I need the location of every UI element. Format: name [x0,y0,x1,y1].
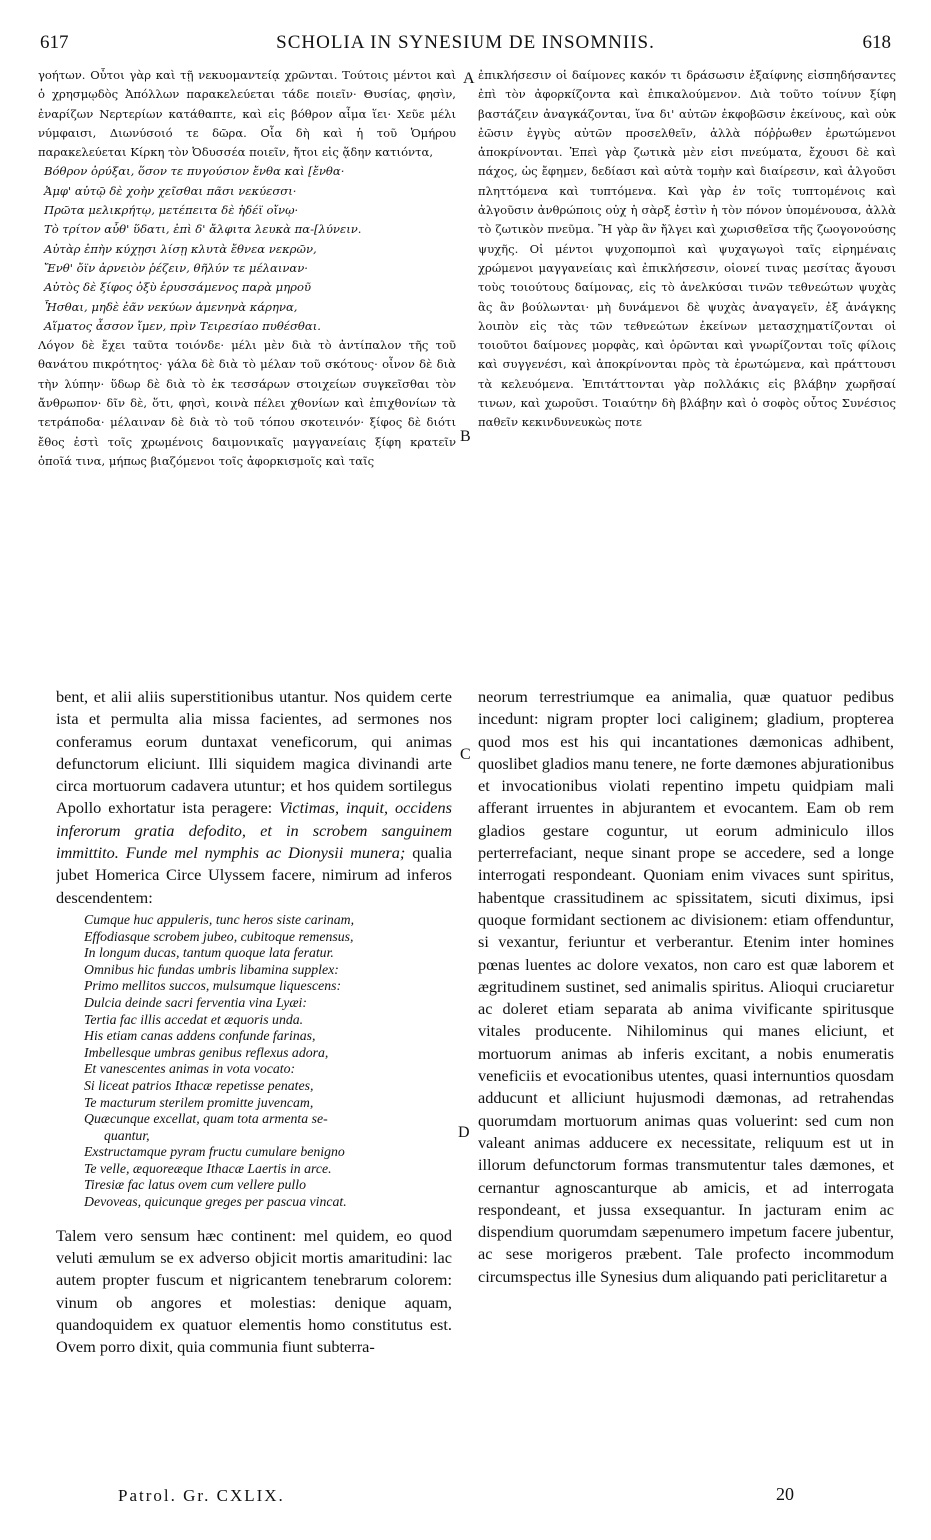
latin-left-paragraph-2: Talem vero sensum hæc continent: mel quidem, eo quod veluti æmulum se ex adverso objicit mortis amaritudini: lac autem propter fuscum et nigricantem tenebrarum colorem: vinum ob angores et molestias: denique aquam, quandoquidem ex quatuor elementis homo constitutus est. Ovem porro dixit, quia communia fiunt subterra- [56,1225,452,1357]
latin-left-paragraph-1 [56,686,452,909]
greek-right-text: ἐπικλήσεσιν οἱ δαίμονες κακόν τι δράσωσιν ἐξαίφνης εἰσπηδήσαντες ἐπὶ τὸν ἀφορκίζοντα καὶ ἐπικαλούμενον. Διὰ τοῦτο τοίνυν ξίφη βαστάζειν ἀναγκάζονται, ἵνα δι' αὐτῶν ἐκφοβῶσιν ἐκείνους, καὶ οὐκ ἐῶσιν ἐγγὺς αὐτῶν προσελθεῖν, ἀλλὰ πόῤῥωθεν ἐρωτώμενοι ἀποκρίνονται. Ἐπεὶ γὰρ ζωτικὰ μὲν εἰσι πνεύματα, ἔχουσι δὲ καὶ πάχος, ὡς ἔφημεν, δεδίασι καὶ αὐτὰ τομὴν καὶ διαίρεσιν, καὶ ἀλγοῦσι πληττόμενα καὶ τυπτόμενα. Καὶ γὰρ ἐν τοῖς τυπτομένοις καὶ ἀλγοῦσιν ἀνθρώποις οὐχ ἡ σὰρξ ἐστὶν ἡ τὸν πόνον ὑπομένουσα, ἀλλὰ τὸ ζωτικὸν πνεῦμα. Ἢ γὰρ ἂν ἤλγει καὶ χωρισθεῖσα τῆς ζωογονούσης ψυχῆς. Οἱ μέντοι ψυχοπομποὶ καὶ ψυχαγωγοὶ ταῖς εἰρημέναις χρώμενοι μαγγανείαις καὶ ἐπικλήσεσιν, οἱονεί τινας μεσίτας ἄγουσι τοὺς τοιούτους δαίμονας, εἰς τὸ ἀνελκύσαι τινῶν τεθνεώτων ψυχὰς ἃς ἂν βούλωνται· μὴ δυνάμενοι δὲ ψυχὰς ἀναγαγεῖν, ἐξ ἀνάγκης λοιπὸν εἰς τὰς τῶν τεθνεώτων ἐκείνων μετασχηματίζονται οἱ τοιοῦτοι δαίμονες μορφὰς, καὶ ὁρῶνται καὶ γνωρίζονται τοῖς φίλοις καὶ συγγενέσι, καὶ ἀποκρίνονται πρὸς τὰ ἐρωτώμενα, καὶ πράττουσι τὰ κελευόμενα. Ἐπιτάττονται γὰρ πολλάκις εἰς βλάβην χωρῆσαί τινων, καὶ χωροῦσι. Τοιαύτην δὴ βλάβην καὶ ὁ σοφὸς οὗτος Συνέσιος παθεῖν κεκινδυνευκὼς ποτε [478,68,896,430]
latin-verse-line: Primo mellitos succos, mulsumque liquescens: [84,978,342,994]
greek-verse-line: Ἀμφ' αὐτῷ δὲ χοὴν χεῖσθαι πᾶσι νεκύεσσι· [44,183,297,198]
latin-verse-line: Dulcia deinde sacri ferventia vina Lyæi: [84,994,307,1010]
section-marker-d: D [458,1124,470,1141]
section-marker-c: C [460,746,471,763]
greek-left-intro: γοήτων. Οὗτοι γὰρ καὶ τῇ νεκυομαντείᾳ χρῶνται. Τούτοις μέντοι καὶ ὁ χρησμῳδὸς Ἀπόλλων παρακελεύεται τάδε ποιεῖν· Θυσίας, φησὶν, ἐναρίζων Νερτερίων κατάθαπτε, καὶ εἰς βόθρον αἷμα ἵει· Χεῦε μέλι νύμφαισι, Διωνύσοιό τε δῶρα. Οἷα δὴ καὶ ἡ τοῦ Ὁμήρου παρακελεύεται Κίρκη τὸν Ὀδυσσέα ποιεῖν, ἤτοι εἰς ᾅδην κατιόντα, [38,68,456,160]
footer-sheet-number: 20 [776,1484,794,1504]
latin-verse-line: Imbellesque umbras genibus reflexus adora, [84,1044,329,1060]
latin-verse-line: Exstructamque pyram fructu cumulare benigno [84,1144,345,1160]
latin-verse-line: His etiam canas addens confunde farinas, [84,1028,316,1044]
latin-left-verses [56,912,452,1211]
latin-left-oracle: Victimas, inquit, occidens inferorum gratia defodito, et in scrobem sanguinem immittito. Funde mel nymphis ac Dionysii munera; [56,798,452,863]
latin-verse-line: Si liceat patrios Ithacæ repetisse penates, [84,1077,314,1093]
running-head [40,32,891,56]
greek-verse-line: Αὐτὸς δὲ ξίφος ὀξὺ ἐρυσσάμενος παρὰ μηροῦ [44,280,311,295]
footer-signature: Patrol. Gr. CXLIX. [118,1486,285,1505]
greek-verse-line: Αἵματος ἆσσον ἴμεν, πρὶν Τειρεσίαο πυθέσθαι. [44,318,321,333]
latin-left-text: bent, et alii aliis superstitionibus utantur. Nos quidem certe ista et permulta alia missa facientes, ad sermones nos conferamus eorum duntaxat veneficorum, qui animas defunctorum eliciunt. Illi siquidem magica divinandi arte circa mortuorum cadavera utuntur; et hos quidem sortilegus Apollo exhortatur ista peragere: [56,687,452,818]
latin-verse-line: quantur, [104,1127,150,1143]
section-marker-a: A [463,70,475,87]
latin-verse-line: Tiresiæ fac latus ovem cum vellere pullo [84,1177,306,1193]
latin-right-text: neorum terrestriumque ea animalia, quæ quatuor pedibus incedunt: nigram propter loci caliginem; gladium, propterea quod mos est his qui incantationes dæmonicas adhibent, quoslibet gladios manu tenere, ne forte dæmones abjurationibus et invocationibus violati repentino impetu quidpiam mali afferant irruentes in abjurantem et evocantem. Eam ob rem gladios gestare coguntur, ut eorum adminiculo illos perterrefaciant, neque sinant prope se accedere, sed a longe interrogati respondeant. Quoniam enim vivaces sunt spiritus, habentque crassitudinem ac spissitatem, sicuti diximus, ipsi quoque formidant sectionem ac divisionem: etiam offenduntur, si vexantur, feriuntur et verberantur. Etenim inter homines pœnas luentes ac dolore vexatos, non caro est quæ laborem et ægritudinem sustinet, sed animalis spiritus. Alioqui cruciaretur ac doleret etiam separata ab anima vivificante spiritusque vitales producente. Nihilominus qui manes eliciunt, et mortuorum animas ab inferis excitant, a nobis enumeratis veneficiis et evocationibus utentes, quasi internuntios quosdam adducunt et alliciunt hujusmodi dæmonas, ad retrahendas quorumdam mortuorum animas quas voluerint: sed cum non valeant animas adducere ex necessitate, reliquum est ut in illorum defunctorum formas transmutentur tales dæmones, et cernantur agnoscanturque ab amicis, et ad interrogata respondeant, et jussa exsequantur. In jacturam enim ac dispendium quorumdam sæpenumero impetum facere jubentur, ac sese morigeros præbent. Tale profecto incommodum circumspectus ille Synesius dum aliquando pati periclitaretur a [478,687,894,1286]
greek-verse-line: Ἧσθαι, μηδὲ ἐᾶν νεκύων ἀμενηνὰ κάρηνα, [44,299,298,314]
greek-left-verses [38,162,456,336]
latin-verse-line: Devoveas, quicunque greges per pascua vincat. [84,1194,347,1210]
latin-verse-line: Cumque huc appuleris, tunc heros siste carinam, [84,911,355,927]
latin-verse-line: Omnibus hic fundas umbris libamina supplex: [84,961,339,977]
section-marker-b: B [460,428,471,445]
greek-left-after: Λόγον δὲ ἔχει ταῦτα τοιόνδε· μέλι μὲν διὰ τὸ ἀντίπαλον τῆς τοῦ θανάτου πικρότητος· γάλα δὲ διὰ τὸ μέλαν τοῦ σκότους· οἶνον δὲ διὰ τὴν λύπην· ὕδωρ δὲ διὰ τὸ ἐκ τεσσάρων στοιχείων συγκεῖσθαι τὸν ἄνθρωπον· δῖν δὲ, ὅτι, φησὶ, κοινὰ πέλει χθονίων καὶ ἐπιχθονίων τὰ τετράποδα· μέλαιναν δὲ διὰ τὸ τοῦ τόπου σκοτεινόν· ξίφος δὲ διότι ἔθος ἐστὶ τοῖς χρωμένοις δαιμονικαῖς μαγγανείαις ξίφη κρατεῖν ὁποῖά τινα, μήπως βιαζόμενοι τοῖς ἀφορκισμοῖς καὶ ταῖς [38,338,456,468]
latin-column-left [56,686,452,1472]
greek-verse-line: Πρῶτα μελικρήτῳ, μετέπειτα δὲ ἡδέϊ οἴνῳ· [44,203,299,218]
latin-column-right [478,686,894,1476]
latin-verse-line: Et vanescentes animas in vota vocato: [84,1061,296,1077]
latin-verse-line: Quæcunque excellat, quam tota armenta se- [84,1111,328,1127]
latin-verse-line: Te velle, æquoreæque Ithacæ Laertis in arce. [84,1160,332,1176]
greek-column-right [478,66,896,672]
latin-verse-line: In longum ducas, tantum quoque lata feratur. [84,945,334,961]
latin-verse-line: Te macturum sterilem promitte juvencam, [84,1094,314,1110]
latin-verse-line: Effodiasque scrobem jubeo, cubitoque remensus, [84,928,354,944]
greek-verse-line: Ἔνθ' ὄϊν ἀρνειὸν ῥέζειν, θῆλύν τε μέλαιναν· [44,260,308,275]
greek-column-left [38,66,456,672]
latin-left-text-cont: qualia jubet Homerica Circe Ulyssem facere, nimirum ad inferos descendentem: [56,843,452,907]
page-number-left: 617 [40,32,69,53]
greek-verse-line: Αὐτὰρ ἐπὴν κύχῃσι λίσῃ κλυτὰ ἔθνεα νεκρῶν, [44,241,317,256]
latin-verse-line: Tertia fac illis accedat et æquoris unda. [84,1011,304,1027]
running-title: SCHOLIA IN SYNESIUM DE INSOMNIIS. [276,32,655,53]
greek-verse-line: Βόθρον ὀρύξαι, ὅσον τε πυγούσιον ἔνθα καὶ [ἔνθα· [44,164,345,179]
page-number-right: 618 [862,32,891,53]
greek-verse-line: Τὸ τρίτον αὖθ' ὕδατι, ἐπὶ δ' ἄλφιτα λευκὰ πα-[λύνειν. [44,222,362,237]
